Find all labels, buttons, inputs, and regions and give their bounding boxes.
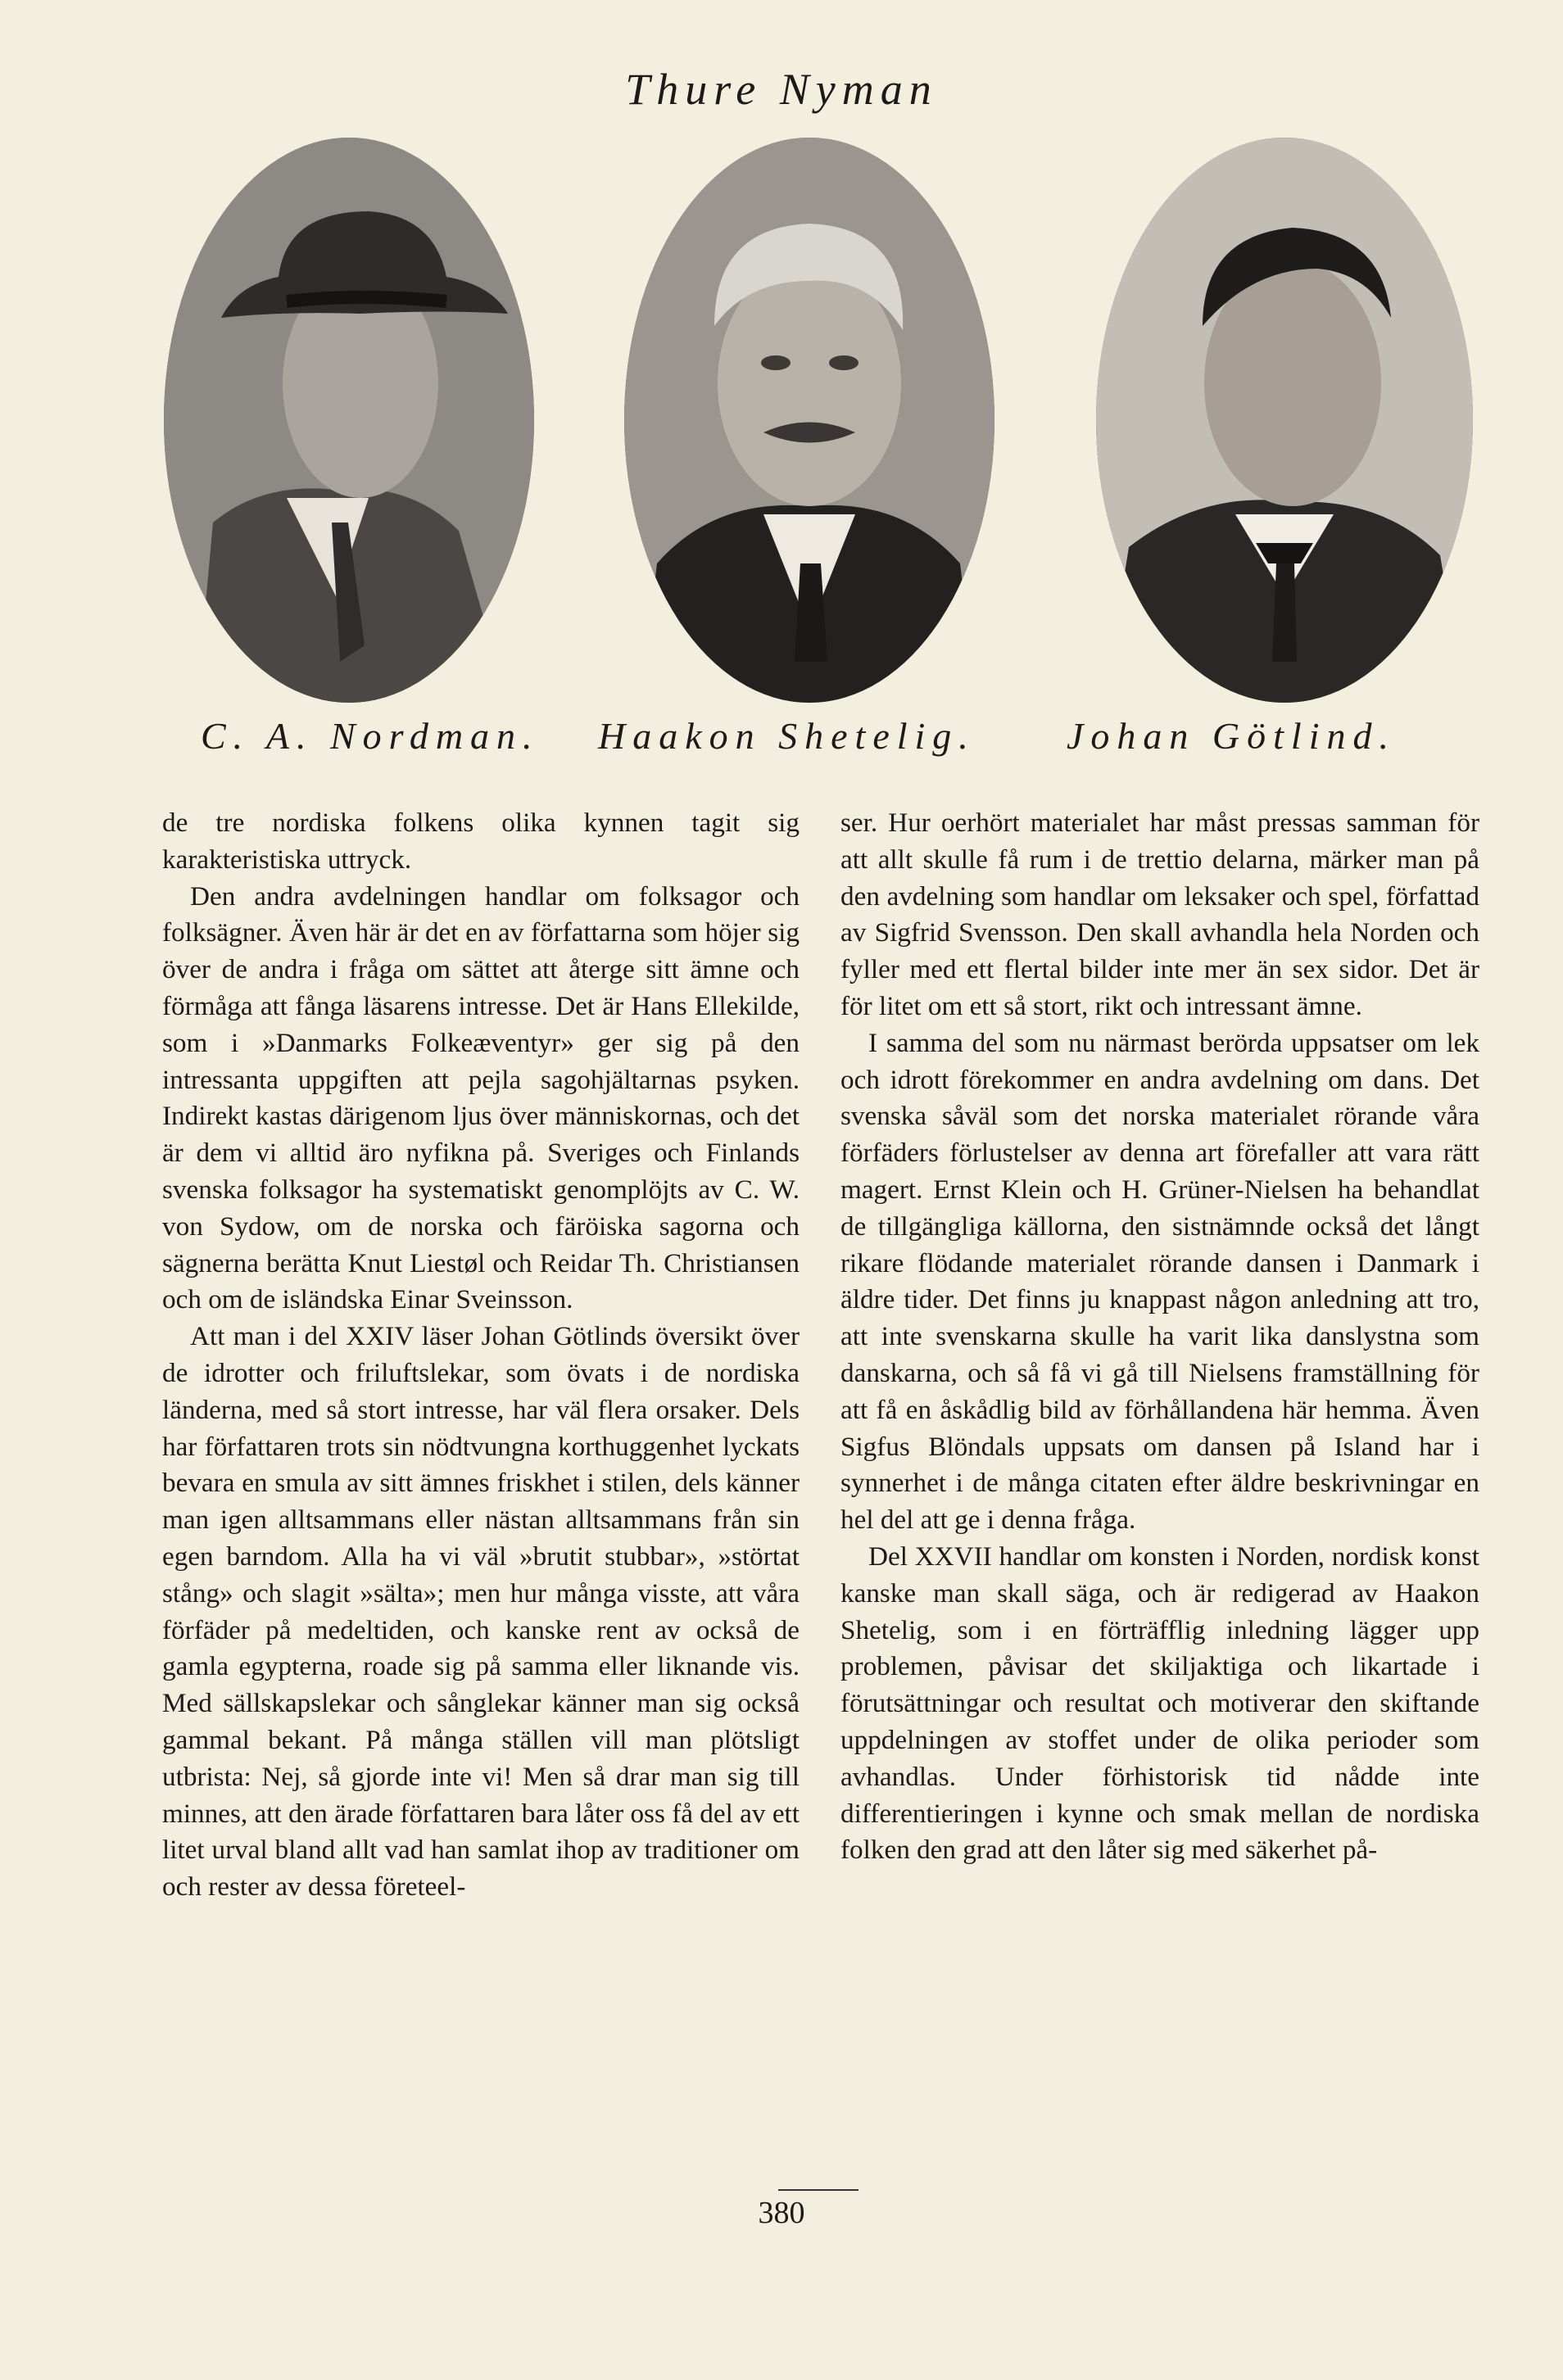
paragraph: ser. Hur oerhört materialet har måst pressas samman för att allt skulle få rum i de trettio delarna, märker man på den avdelning som handlar om leksaker och spel, författad av Sigfrid Svensson. Den skall avhandla hela Norden och fyller med ett flertal bilder inte mer än sex sidor. Det är för litet om ett så stort, rikt och intressant ämne. bbox=[840, 808, 1479, 1021]
paragraph: Den andra avdelningen handlar om folksagor och folksägner. Även här är det en av författarna som höjer sig över de andra i fråga om sättet att återge sitt ämne och förmåga att fånga läsarens intresse. Det är Hans Ellekilde, som i »Danmarks Folkeæventyr» ger sig på den intressanta uppgiften att pejla sagohjältarnas psyken. Indirekt kastas därigenom ljus över människornas, och det är dem vi alltid äro nyfikna på. Sveriges och Finlands svenska folksagor ha systematiskt genomplöjts av C. W. von Sydow, om de norska och färöiska sagorna och sägnerna berätta Knut Liestøl och Reidar Th. Christiansen och om de isländska Einar Sveinsson. bbox=[162, 880, 800, 1315]
page-number: 380 bbox=[758, 2196, 805, 2230]
paragraph: Del XXVII handlar om konsten i Norden, nordisk konst kanske man skall säga, och är redigerad av Haakon Shetelig, som i en förträfflig inledning lägger upp problemen, påvisar det skiljaktiga och likartade i förutsättningar och resultat och motiverar den skiftande uppdelningen av stoffet under de olika perioder som avhandlas. Under förhistorisk tid nådde inte differentieringen i kynne och smak mellan de nordiska folken den grad att den låter sig med säkerhet på- bbox=[840, 1541, 1479, 1866]
portrait-photo-nordman bbox=[164, 138, 534, 703]
text-column-left bbox=[162, 805, 800, 1906]
running-title: Thure Nyman bbox=[625, 65, 938, 114]
caption-shetelig: Haakon Shetelig. bbox=[598, 715, 976, 757]
page-number-rule bbox=[778, 2189, 859, 2191]
caption-gotlind: Johan Götlind. bbox=[1067, 715, 1396, 757]
paragraph: Att man i del XXIV läser Johan Götlinds översikt över de idrotter och friluftslekar, som övats i de nordiska länderna, med så stort intresse, har väl flera orsaker. Dels har författaren trots sin nödtvungna korthuggenhet lyckats bevara en smula av sitt ämnes friskhet i stilen, dels känner man igen alltsammans eller nästan alltsammans från sin egen barndom. Alla ha vi väl »brutit stubbar», »störtat stång» och slagit »sälta»; men hur många visste, att våra förfäder på medeltiden, och kanske rent av också de gamla egypterna, roade sig på samma eller liknande vis. Med sällskapslekar och sånglekar känner man sig också gammal bekant. På många ställen vill man plötsligt utbrista: Nej, så gjorde inte vi! Men så drar man sig till minnes, att den ärade författaren bara låter oss få del av ett litet urval bland allt vad han samlat ihop av traditioner om och rester av dessa företeel- bbox=[162, 1321, 800, 1903]
portrait-photo-gotlind bbox=[1096, 138, 1473, 703]
caption-nordman: C. A. Nordman. bbox=[201, 715, 540, 757]
paragraph: I samma del som nu närmast berörda uppsatser om lek och idrott förekommer en andra avdelning om dans. Det svenska såväl som det norska materialet rörande våra förfäders förlustelser av denna art förefaller att vara rätt magert. Ernst Klein och H. Grüner-Nielsen ha behandlat de tillgängliga källorna, den sistnämnde också det långt rikare flödande materialet rörande dansen i Danmark i äldre tider. Det finns ju knappast någon anledning att tro, att inte svenskarna skulle ha varit lika danslystna som danskarna, och så få vi gå till Nielsens framställning för att få en åskådlig bild av förhållandena här hemma. Även Sigfus Blöndals uppsats om dansen på Island har i synnerhet i de många citaten efter äldre beskrivningar en hel del att ge i denna fråga. bbox=[840, 1027, 1479, 1536]
portrait-photo-shetelig bbox=[624, 138, 994, 703]
text-column-right bbox=[840, 805, 1479, 1869]
paragraph: de tre nordiska folkens olika kynnen tagit sig karakteristiska uttryck. bbox=[162, 808, 800, 875]
